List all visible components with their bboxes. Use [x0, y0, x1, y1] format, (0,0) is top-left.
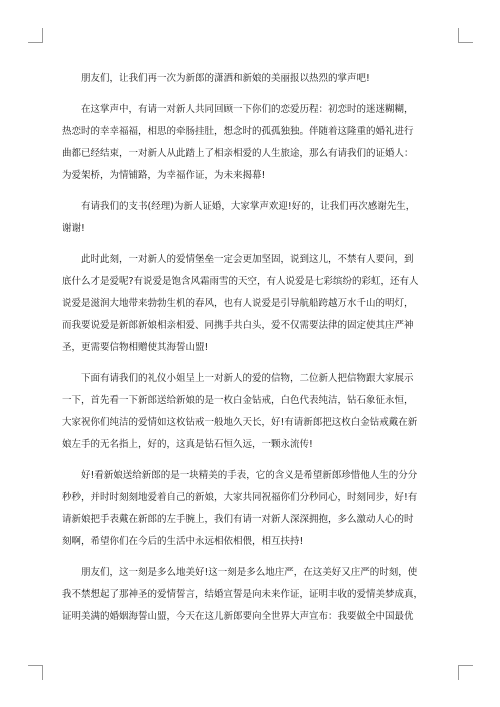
text-line: 秒秒，并时时刻刻地爱着自己的新娘，大家共同祝福你们分秒同心，时刻同步，好!有 [62, 492, 418, 503]
text-line: 为爱架桥，为情铺路，为幸福作证，为未来揭幕! [62, 170, 266, 181]
paragraph [62, 562, 440, 628]
text-line: 谢谢! [62, 223, 85, 234]
text-line: 此时此刻，一对新人的爱情堡垒一定会更加坚固，说到这儿，不禁有人要问，到 [81, 254, 414, 265]
text-line: 圣，更需要信物相赠使其海誓山盟! [62, 342, 209, 353]
text-line: 朋友们，这一刻是多么地美好!这一刻是多么地庄严，在这美好又庄严的时刻，使 [81, 567, 418, 578]
text-line: 热恋时的幸幸福福，相思的牵肠挂肚，想念时的孤孤独独。伴随着这隆重的婚礼进行 [62, 126, 414, 137]
text-line: 证明美满的婚姻海誓山盟，今天在这儿新郎要向全世界大声宣布：我要做全中国最优 [62, 611, 414, 622]
crop-mark-bottom-left [28, 665, 43, 680]
text-line: 在这掌声中，有请一对新人共同回顾一下你们的恋爱历程：初恋时的迷迷糊糊， [81, 104, 414, 115]
text-line: 曲都已经结束，一对新人从此踏上了相亲相爱的人生旅途，那么有请我们的证婚人： [62, 148, 414, 159]
paragraph [62, 99, 440, 187]
document-body [62, 68, 440, 637]
text-line: 朋友们，让我们再一次为新郎的潇洒和新娘的美丽报以热烈的掌声吧! [81, 73, 370, 84]
text-line: 娘左手的无名指上，好的，这真是钻石恒久远，一颗永流传! [62, 439, 313, 450]
text-line: 下面有请我们的礼仪小姐呈上一对新人的爱的信物，二位新人把信物跟大家展示 [81, 373, 414, 384]
paragraph [62, 196, 440, 240]
text-line: 请新娘把手表戴在新郎的左手腕上，我们有请一对新人深深拥抱，多么激动人心的时 [62, 514, 414, 525]
text-line: 说爱是滋润大地带来勃勃生机的春风，也有人说爱是引导航船跨越万水千山的明灯， [62, 298, 414, 309]
text-line: 刻啊，希望你们在今后的生活中永远相依相偎，相互扶持! [62, 536, 304, 547]
crop-mark-bottom-right [458, 665, 473, 680]
text-line: 而我要说爱是新郎新娘相亲相爱、同携手共白头，爱不仅需要法律的固定使其庄严神 [62, 320, 414, 331]
text-line: 底什么才是爱呢?有说爱是饱含风霜雨雪的天空，有人说爱是七彩缤纷的彩虹，还有人 [62, 276, 419, 287]
crop-mark-top-left [28, 28, 43, 43]
text-line: 大家祝你们纯洁的爱情如这枚钻戒一般地久天长，好!有请新郎把这枚白金钻戒戴在新 [62, 417, 418, 428]
text-line: 我不禁想起了那神圣的爱情誓言，结婚宣誓是向未来作证，证明丰收的爱情美梦成真， [62, 589, 424, 600]
text-line: 好!看新娘送给新郎的是一块精美的手表，它的含义是希望新郎珍惜他人生的分分 [81, 470, 418, 481]
paragraph [62, 68, 440, 90]
text-line: 一下，首先看一下新郎送给新娘的是一枚白金钻戒，白色代表纯洁，钻石象征永恒， [62, 395, 414, 406]
paragraph [62, 249, 440, 359]
text-line: 有请我们的支书(经理)为新人证婚，大家掌声欢迎!好的，让我们再次感谢先生， [81, 201, 416, 212]
crop-mark-top-right [458, 28, 473, 43]
paragraph [62, 465, 440, 553]
paragraph [62, 368, 440, 456]
